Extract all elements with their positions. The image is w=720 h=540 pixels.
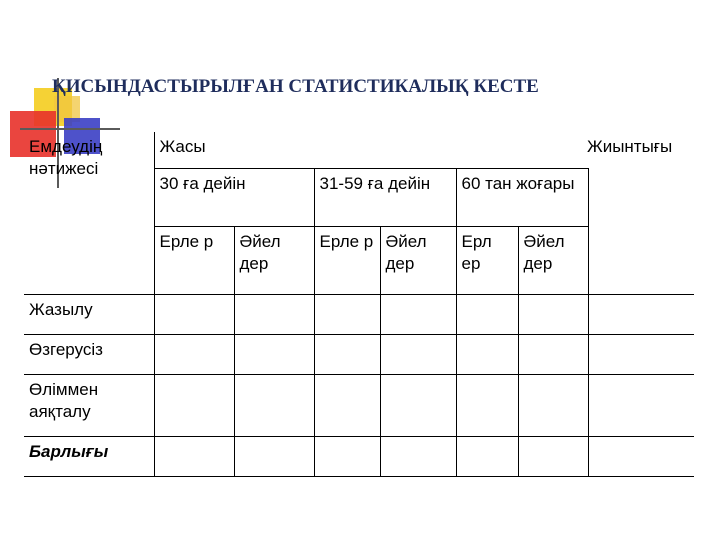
data-cell xyxy=(588,374,694,436)
row-label-cell xyxy=(24,436,154,476)
data-cell xyxy=(234,374,314,436)
data-cell xyxy=(380,294,456,334)
data-cell xyxy=(518,334,588,374)
header-total-label: Жиынтығы xyxy=(587,137,673,156)
gender-label: Ерле р xyxy=(319,231,374,251)
gender-label: Ерле р xyxy=(159,231,214,251)
gender-label: Ерл ер xyxy=(461,231,492,273)
data-cell xyxy=(380,334,456,374)
total-spacer-cell xyxy=(588,168,694,226)
total-spacer-cell xyxy=(588,226,694,294)
data-cell xyxy=(588,436,694,476)
age-group-cell xyxy=(456,168,588,226)
data-cell xyxy=(456,436,518,476)
gender-cell xyxy=(518,226,588,294)
gender-label: Әйел дер xyxy=(239,231,281,273)
row-label-cell xyxy=(24,374,154,436)
row-label-total: Барлығы xyxy=(29,441,109,461)
data-cell xyxy=(154,374,234,436)
data-cell xyxy=(456,334,518,374)
header-age-label: Жасы xyxy=(159,137,206,156)
row-label: Өліммен аяқталу xyxy=(29,379,99,421)
gender-cell xyxy=(380,226,456,294)
gender-label: Әйел дер xyxy=(523,231,565,273)
age-group-label: 60 тан жоғары xyxy=(461,173,575,193)
row-label: Өзгерусіз xyxy=(29,339,103,359)
table-row xyxy=(24,374,694,436)
table-row xyxy=(24,334,694,374)
data-cell xyxy=(588,294,694,334)
age-group-label: 31-59 ға дейін xyxy=(319,173,431,193)
table-row xyxy=(24,436,694,476)
data-cell xyxy=(314,436,380,476)
data-cell xyxy=(380,374,456,436)
data-cell xyxy=(154,436,234,476)
data-cell xyxy=(518,436,588,476)
data-cell xyxy=(380,436,456,476)
data-cell xyxy=(154,294,234,334)
row-label: Жазылу xyxy=(29,299,93,319)
gender-cell xyxy=(456,226,518,294)
age-group-cell xyxy=(314,168,456,226)
header-outcome-label: Емдеудің нәтижесі xyxy=(29,137,103,178)
header-outcome-cell xyxy=(24,132,154,294)
age-group-label: 30 ға дейін xyxy=(159,173,246,193)
header-total-cell xyxy=(588,132,694,168)
gender-cell xyxy=(154,226,234,294)
data-cell xyxy=(234,334,314,374)
gender-label: Әйел дер xyxy=(385,231,427,273)
page-title: ҚИСЫНДАСТЫРЫЛҒАН СТАТИСТИКАЛЫҚ КЕСТЕ xyxy=(52,76,539,97)
data-cell xyxy=(314,294,380,334)
data-cell xyxy=(314,374,380,436)
data-cell xyxy=(154,334,234,374)
data-cell xyxy=(234,294,314,334)
row-label-cell xyxy=(24,334,154,374)
age-group-cell xyxy=(154,168,314,226)
data-cell xyxy=(314,334,380,374)
table-row xyxy=(24,294,694,334)
row-label-cell xyxy=(24,294,154,334)
data-cell xyxy=(518,294,588,334)
decor-horizontal-line xyxy=(20,128,120,130)
statistics-table xyxy=(24,132,694,477)
gender-cell xyxy=(234,226,314,294)
gender-cell xyxy=(314,226,380,294)
data-cell xyxy=(234,436,314,476)
data-cell xyxy=(518,374,588,436)
data-cell xyxy=(456,374,518,436)
data-cell xyxy=(456,294,518,334)
data-cell xyxy=(588,334,694,374)
header-age-cell xyxy=(154,132,588,168)
